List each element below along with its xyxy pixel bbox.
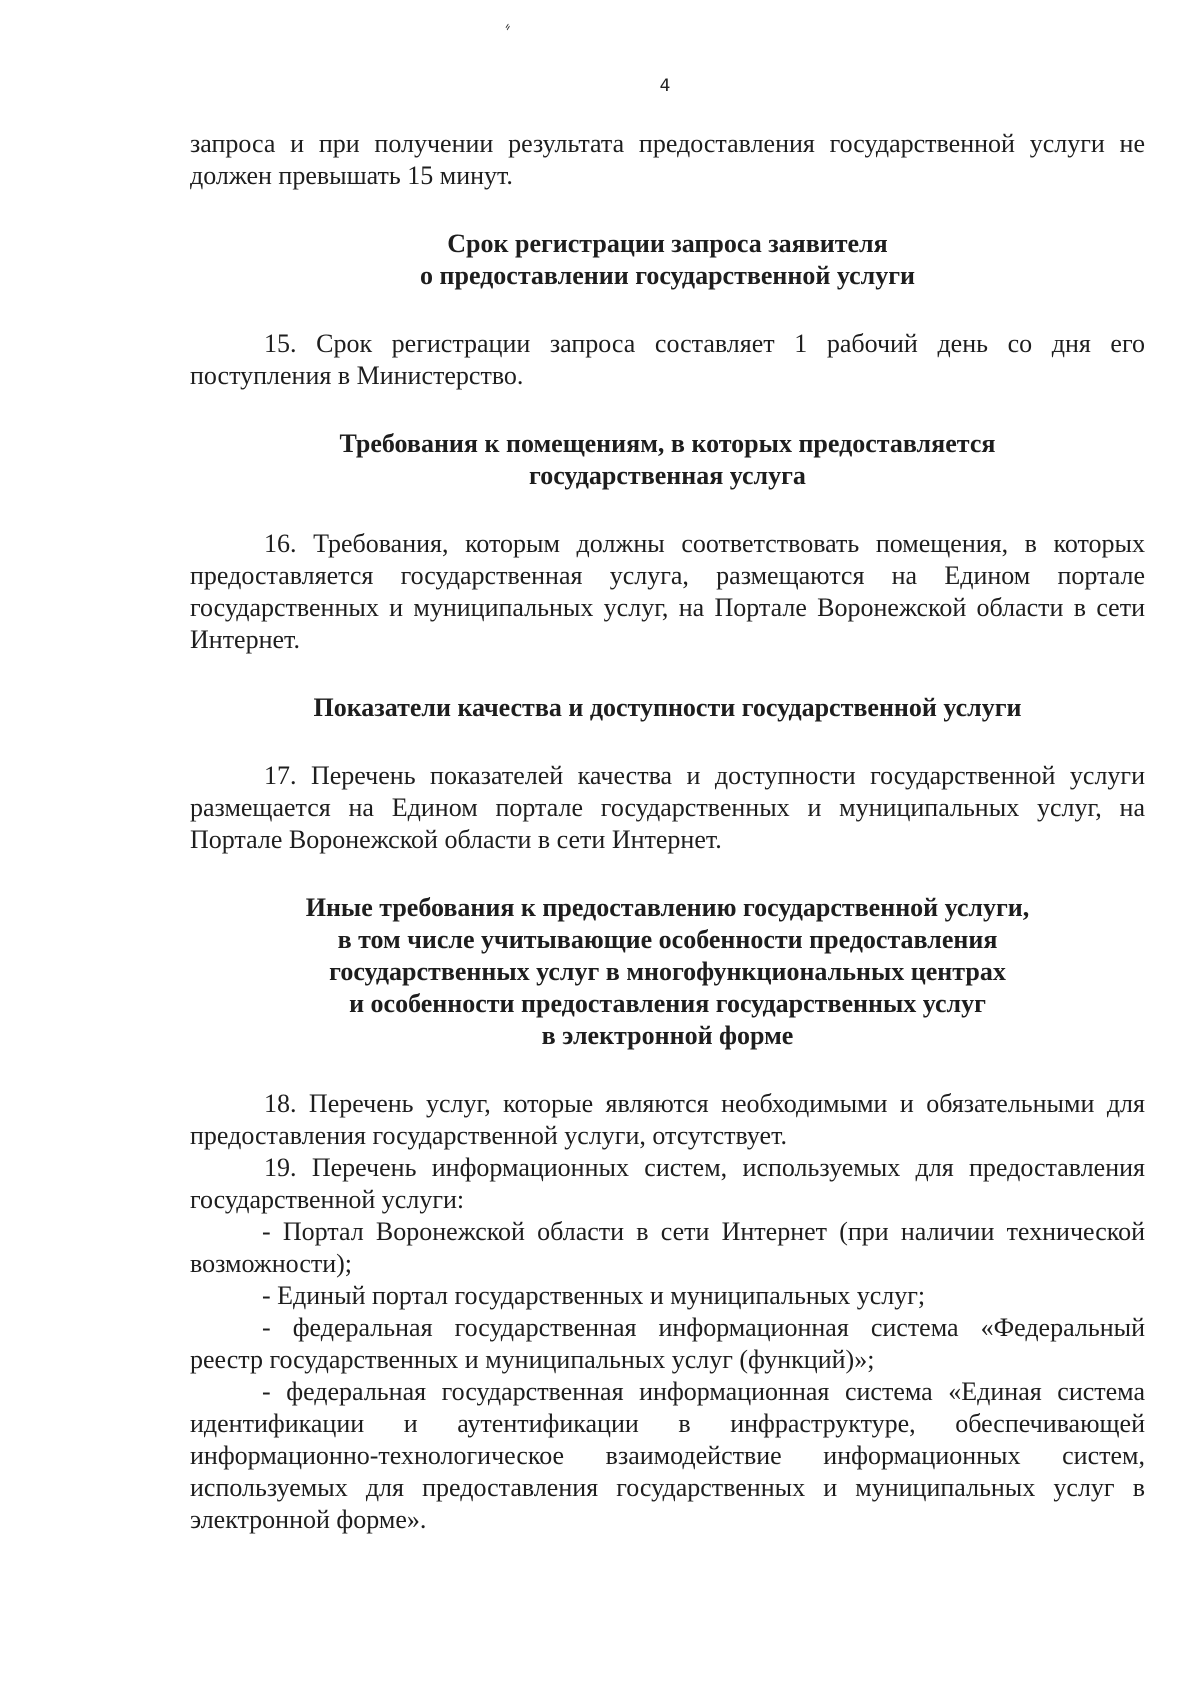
list-item: - федеральная государственная информационная система «Единая система идентификации и аутентификации в инфраструктуре, обеспечивающей информационно-технологическое взаимодействие информационных систем, используемых для предоставления государственных и муниципальных услуг в электронной форме». [190,1377,1145,1534]
scan-mark: ⸗ [500,17,514,36]
heading-registration-term [190,228,1145,292]
heading-quality-indicators [190,692,1145,724]
list-item: - федеральная государственная информационная система «Федеральный реестр государственных и муниципальных услуг (функций)»; [190,1313,1145,1374]
paragraph-16: 16. Требования, которым должны соответствовать помещения, в которых предоставляется государственная услуга, размещаются на Едином портале государственных и муниципальных услуг, на Портале Воронежской области в сети Интернет. [190,529,1145,654]
heading-premises-requirements [190,428,1145,492]
heading-line: государственных услуг в многофункциональных центрах [329,957,1006,986]
heading-other-requirements [190,892,1145,1052]
heading-line: и особенности предоставления государственных услуг [349,989,986,1018]
paragraph-18: 18. Перечень услуг, которые являются необходимыми и обязательными для предоставления государственной услуги, отсутствует. [190,1089,1145,1150]
paragraph-19: 19. Перечень информационных систем, используемых для предоставления государственной услуги: [190,1153,1145,1214]
heading-line: в электронной форме [541,1021,794,1050]
intro-paragraph: запроса и при получении результата предоставления государственной услуги не должен превышать 15 минут. [190,129,1145,190]
document-body [190,128,1145,1536]
heading-line: о предоставлении государственной услуги [420,261,915,290]
heading-line: государственная услуга [529,461,806,490]
heading-line: Срок регистрации запроса заявителя [447,229,888,258]
paragraph-15: 15. Срок регистрации запроса составляет 1 рабочий день со дня его поступления в Министерство. [190,329,1145,390]
heading-line: в том числе учитывающие особенности предоставления [337,925,998,954]
list-item: - Портал Воронежской области в сети Интернет (при наличии технической возможности); [190,1217,1145,1278]
list-item: - Единый портал государственных и муниципальных услуг; [262,1281,926,1310]
paragraph-17: 17. Перечень показателей качества и доступности государственной услуги размещается на Едином портале государственных и муниципальных услуг, на Портале Воронежской области в сети Интернет. [190,761,1145,854]
page-number: 4 [659,76,671,96]
heading-line: Показатели качества и доступности государственной услуги [313,693,1022,722]
heading-line: Требования к помещениям, в которых предоставляется [339,429,996,458]
heading-line: Иные требования к предоставлению государственной услуги, [305,893,1030,922]
